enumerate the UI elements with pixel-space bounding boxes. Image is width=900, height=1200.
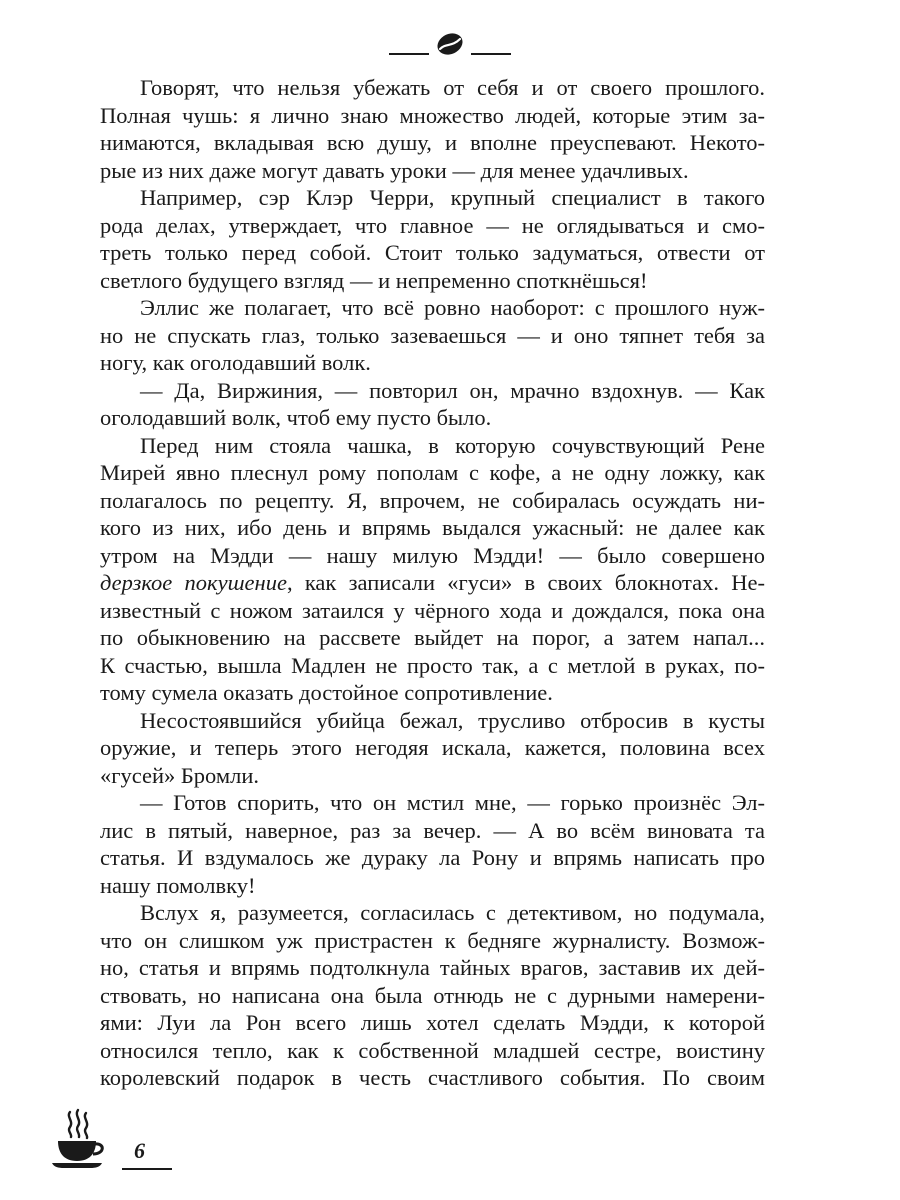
text-line: светлого будущего взгляд — и непременно споткнёшься! — [100, 267, 648, 293]
text-line: по обыкновению на рассвете выйдет на порог, а затем напал... — [100, 625, 765, 650]
text-line: Вслух я, разумеется, согласилась с детективом, но подумала, — [140, 900, 765, 925]
paragraph — [100, 294, 765, 377]
text-line: Говорят, что нельзя убежать от себя и от своего прошлого. — [140, 75, 765, 100]
body-text — [100, 74, 765, 1092]
text-line: Несостоявшийся убийца бежал, трусливо отбросив в кусты — [140, 707, 765, 733]
text-line: Например, сэр Клэр Черри, крупный специалист в такого — [140, 185, 765, 210]
paragraph — [100, 432, 765, 707]
text-line: К счастью, вышла Мадлен не просто так, а с метлой в руках, по- — [100, 652, 765, 678]
text-line: Перед ним стояла чашка, в которую сочувствующий Рене — [140, 432, 765, 458]
text-line: треть только перед собой. Стоит только задуматься, отвести от — [100, 240, 765, 265]
text-line: что он слишком уж пристрастен к бедняге журналисту. Возмож- — [100, 927, 765, 953]
paragraph — [100, 377, 765, 432]
text-line: ногу, как оголодавший волк. — [100, 350, 371, 375]
page-footer — [50, 1108, 180, 1178]
text-line: известный с ножом затаился у чёрного хода и дождался, пока она — [100, 597, 765, 623]
text-line: королевский подарок в честь счастливого события. По своим — [100, 1065, 765, 1090]
text-line: но не спускать глаз, только зазеваешься — и оно тяпнет тебя за — [100, 322, 765, 348]
page-number: 6 — [134, 1138, 145, 1163]
header-rule-right — [471, 53, 511, 55]
paragraph — [100, 707, 765, 790]
paragraph — [100, 899, 765, 1092]
text-line: нашу помолвку! — [100, 872, 256, 898]
text-line: утром на Мэдди — нашу милую Мэдди! — было совершено — [100, 542, 765, 568]
text-line: ствовать, но написана она была отнюдь не с дурными намерени- — [100, 982, 765, 1008]
text-line: нимаются, вкладывая всю душу, и вполне преуспевают. Некото- — [100, 130, 765, 155]
text-line: Полная чушь: я лично знаю множество людей, которые этим за- — [100, 102, 765, 128]
text-line: относился тепло, как к собственной младшей сестре, воистину — [100, 1037, 765, 1063]
text-line: оружие, и теперь этого негодяя искала, кажется, половина всех — [100, 735, 765, 760]
text-line: Эллис же полагает, что всё ровно наоборот: с прошлого нуж- — [140, 295, 765, 320]
text-line: ями: Луи ла Рон всего лишь хотел сделать Мэдди, к которой — [100, 1010, 765, 1035]
text-line: лис в пятый, наверное, раз за вечер. — А во всём виновата та — [100, 817, 765, 843]
text-fragment: , как записали «гуси» в своих блокнотах. Не- — [286, 570, 765, 595]
header-rule-left — [389, 53, 429, 55]
text-line: тому сумела оказать достойное сопротивление. — [100, 680, 553, 705]
text-line: Мирей явно плеснул рому пополам с кофе, а не одну ложку, как — [100, 460, 765, 485]
text-line: но, статья и впрямь подтолкнула тайных врагов, заставив их дей- — [100, 955, 765, 980]
text-line: рода делах, утверждает, что главное — не оглядываться и смо- — [100, 212, 765, 238]
italic-phrase: дерзкое покушение — [100, 570, 287, 595]
paragraph — [100, 74, 765, 184]
paragraph — [100, 184, 765, 294]
text-line: кого из них, ибо день и впрямь выдался ужасный: не далее как — [100, 515, 765, 540]
text-line: статья. И вздумалось же дураку ла Рону и впрямь написать про — [100, 845, 765, 870]
paragraph — [100, 789, 765, 899]
header-ornament — [0, 30, 900, 63]
coffee-bean-icon — [435, 30, 465, 63]
text-line: оголодавший волк, чтоб ему пусто было. — [100, 405, 492, 430]
text-line: полагалось по рецепту. Я, впрочем, не собиралась осуждать ни- — [100, 487, 765, 513]
text-line: — Да, Виржиния, — повторил он, мрачно вздохнув. — Как — [140, 377, 765, 403]
text-line: рые из них даже могут давать уроки — для менее удачливых. — [100, 157, 689, 183]
text-line-with-italic — [100, 569, 765, 597]
text-line: — Готов спорить, что он мстил мне, — горько произнёс Эл- — [140, 790, 765, 815]
text-line: «гусей» Бромли. — [100, 762, 260, 788]
footer-rule — [122, 1168, 172, 1170]
